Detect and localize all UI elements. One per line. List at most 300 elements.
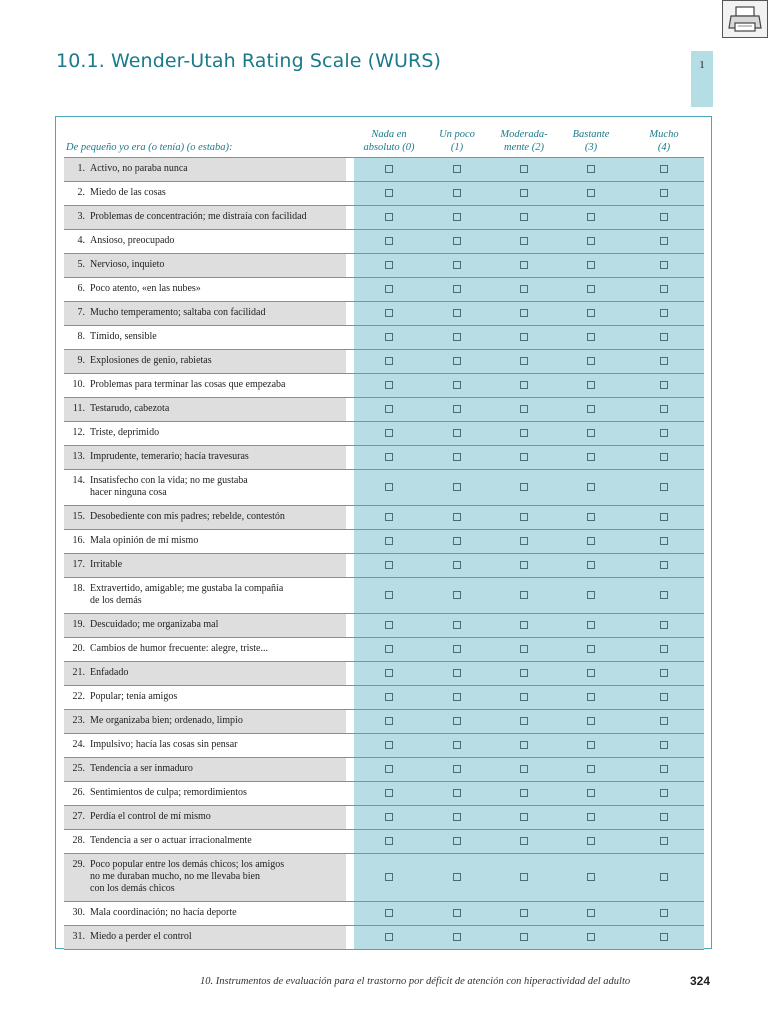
option-cell	[354, 325, 424, 349]
item-text: Ansioso, preocupado	[90, 235, 175, 246]
rating-checkbox[interactable]	[520, 537, 528, 545]
item-number: 21.	[72, 667, 85, 678]
rating-checkbox[interactable]	[587, 405, 595, 413]
option-cell	[490, 805, 558, 829]
rating-checkbox[interactable]	[385, 789, 393, 797]
rating-checkbox[interactable]	[660, 741, 668, 749]
rating-checkbox[interactable]	[587, 165, 595, 173]
rating-checkbox[interactable]	[385, 873, 393, 881]
option-cell	[354, 613, 424, 637]
rating-checkbox[interactable]	[453, 765, 461, 773]
item-cell	[64, 469, 346, 505]
option-cell	[424, 805, 490, 829]
option-cell	[624, 757, 704, 781]
option-cell	[354, 277, 424, 301]
option-cell	[490, 901, 558, 925]
rating-checkbox[interactable]	[453, 693, 461, 701]
item-number: 17.	[72, 559, 85, 570]
item-text: Perdía el control de mí mismo	[90, 811, 211, 822]
option-cell	[624, 805, 704, 829]
rating-checkbox[interactable]	[587, 765, 595, 773]
item-number: 20.	[72, 643, 85, 654]
rating-checkbox[interactable]	[385, 645, 393, 653]
option-cell	[354, 685, 424, 709]
rating-checkbox[interactable]	[660, 237, 668, 245]
row-gap	[346, 661, 354, 685]
rating-checkbox[interactable]	[385, 669, 393, 677]
rating-checkbox[interactable]	[587, 561, 595, 569]
option-cell	[354, 829, 424, 853]
rating-checkbox[interactable]	[520, 909, 528, 917]
option-cell	[354, 925, 424, 949]
rating-checkbox[interactable]	[587, 813, 595, 821]
rating-checkbox[interactable]	[520, 873, 528, 881]
rating-checkbox[interactable]	[453, 309, 461, 317]
rating-checkbox[interactable]	[453, 909, 461, 917]
row-gap	[346, 505, 354, 529]
rating-checkbox[interactable]	[587, 513, 595, 521]
option-cell	[490, 373, 558, 397]
option-cell	[624, 301, 704, 325]
table-row	[64, 757, 704, 781]
table-row	[64, 661, 704, 685]
option-cell	[490, 469, 558, 505]
rating-checkbox[interactable]	[660, 561, 668, 569]
rating-checkbox[interactable]	[660, 873, 668, 881]
option-cell	[558, 853, 624, 901]
rating-checkbox[interactable]	[660, 381, 668, 389]
rating-checkbox[interactable]	[587, 261, 595, 269]
option-cell	[624, 901, 704, 925]
row-gap	[346, 553, 354, 577]
rating-checkbox[interactable]	[587, 381, 595, 389]
rating-checkbox[interactable]	[520, 837, 528, 845]
rating-scale-table	[64, 123, 704, 950]
item-number: 4.	[77, 235, 85, 246]
option-cell	[424, 925, 490, 949]
rating-checkbox[interactable]	[520, 189, 528, 197]
rating-checkbox[interactable]	[587, 189, 595, 197]
rating-checkbox[interactable]	[660, 189, 668, 197]
option-cell	[490, 277, 558, 301]
option-cell	[490, 853, 558, 901]
option-cell	[624, 205, 704, 229]
option-cell	[624, 853, 704, 901]
option-cell	[558, 373, 624, 397]
rating-checkbox[interactable]	[660, 591, 668, 599]
option-cell	[424, 469, 490, 505]
rating-checkbox[interactable]	[385, 309, 393, 317]
item-cell	[64, 373, 346, 397]
rating-checkbox[interactable]	[453, 837, 461, 845]
rating-checkbox[interactable]	[453, 429, 461, 437]
table-row	[64, 829, 704, 853]
item-cell	[64, 397, 346, 421]
rating-checkbox[interactable]	[660, 537, 668, 545]
rating-checkbox[interactable]	[660, 789, 668, 797]
rating-checkbox[interactable]	[385, 357, 393, 365]
rating-checkbox[interactable]	[660, 357, 668, 365]
rating-checkbox[interactable]	[385, 591, 393, 599]
item-cell	[64, 181, 346, 205]
rating-checkbox[interactable]	[587, 237, 595, 245]
rating-checkbox[interactable]	[520, 717, 528, 725]
rating-checkbox[interactable]	[453, 741, 461, 749]
option-cell	[490, 157, 558, 181]
rating-checkbox[interactable]	[660, 933, 668, 941]
rating-checkbox[interactable]	[385, 285, 393, 293]
item-cell	[64, 829, 346, 853]
rating-checkbox[interactable]	[660, 513, 668, 521]
item-text: Miedo a perder el control	[90, 931, 192, 942]
rating-checkbox[interactable]	[453, 285, 461, 293]
rating-checkbox[interactable]	[587, 621, 595, 629]
rating-checkbox[interactable]	[453, 933, 461, 941]
rating-checkbox[interactable]	[520, 693, 528, 701]
rating-checkbox[interactable]	[453, 717, 461, 725]
option-cell	[558, 829, 624, 853]
rating-checkbox[interactable]	[385, 429, 393, 437]
rating-checkbox[interactable]	[520, 261, 528, 269]
rating-checkbox[interactable]	[587, 717, 595, 725]
rating-checkbox[interactable]	[453, 645, 461, 653]
rating-checkbox[interactable]	[385, 561, 393, 569]
rating-checkbox[interactable]	[453, 621, 461, 629]
item-number: 7.	[77, 307, 85, 318]
option-cell	[424, 505, 490, 529]
rating-checkbox[interactable]	[520, 765, 528, 773]
option-cell	[354, 637, 424, 661]
item-text: Problemas de concentración; me distraía con facilidad	[90, 211, 307, 222]
table-row	[64, 205, 704, 229]
rating-checkbox[interactable]	[520, 453, 528, 461]
option-cell	[624, 781, 704, 805]
row-gap	[346, 781, 354, 805]
option-cell	[354, 901, 424, 925]
rating-checkbox[interactable]	[660, 405, 668, 413]
rating-checkbox[interactable]	[453, 333, 461, 341]
rating-checkbox[interactable]	[453, 537, 461, 545]
rating-checkbox[interactable]	[660, 429, 668, 437]
item-cell	[64, 901, 346, 925]
rating-checkbox[interactable]	[660, 213, 668, 221]
option-cell	[490, 397, 558, 421]
option-cell	[558, 181, 624, 205]
table-row	[64, 685, 704, 709]
rating-checkbox[interactable]	[453, 357, 461, 365]
rating-checkbox[interactable]	[520, 513, 528, 521]
option-label: Mucho (4)	[649, 128, 679, 153]
item-text: Insatisfecho con la vida; no me gustaba hacer ninguna cosa	[90, 475, 248, 498]
option-cell	[424, 277, 490, 301]
option-cell	[558, 661, 624, 685]
rating-checkbox[interactable]	[385, 261, 393, 269]
option-cell	[490, 577, 558, 613]
rating-checkbox[interactable]	[520, 237, 528, 245]
header-gap	[346, 123, 354, 157]
option-cell	[490, 925, 558, 949]
table-row	[64, 925, 704, 949]
rating-checkbox[interactable]	[520, 813, 528, 821]
rating-checkbox[interactable]	[520, 561, 528, 569]
rating-checkbox[interactable]	[453, 873, 461, 881]
rating-checkbox[interactable]	[587, 213, 595, 221]
rating-checkbox[interactable]	[453, 213, 461, 221]
rating-checkbox[interactable]	[453, 261, 461, 269]
item-number: 19.	[72, 619, 85, 630]
rating-checkbox[interactable]	[453, 453, 461, 461]
item-cell	[64, 661, 346, 685]
rating-checkbox[interactable]	[453, 381, 461, 389]
rating-checkbox[interactable]	[587, 591, 595, 599]
row-gap	[346, 613, 354, 637]
rating-checkbox[interactable]	[520, 669, 528, 677]
rating-checkbox[interactable]	[660, 717, 668, 725]
option-cell	[558, 613, 624, 637]
rating-checkbox[interactable]	[520, 591, 528, 599]
rating-checkbox[interactable]	[587, 873, 595, 881]
option-cell	[354, 781, 424, 805]
item-number: 13.	[72, 451, 85, 462]
item-text: Mala opinión de mí mismo	[90, 535, 199, 546]
rating-checkbox[interactable]	[520, 789, 528, 797]
option-cell	[354, 469, 424, 505]
rating-checkbox[interactable]	[385, 621, 393, 629]
rating-checkbox[interactable]	[385, 483, 393, 491]
rating-checkbox[interactable]	[660, 453, 668, 461]
option-cell	[424, 613, 490, 637]
scale-header-row	[64, 123, 704, 157]
item-text: Tendencia a ser inmaduro	[90, 763, 193, 774]
rating-checkbox[interactable]	[385, 537, 393, 545]
rating-checkbox[interactable]	[520, 213, 528, 221]
rating-checkbox[interactable]	[385, 453, 393, 461]
table-row	[64, 253, 704, 277]
option-cell	[354, 205, 424, 229]
option-cell	[624, 685, 704, 709]
option-cell	[490, 685, 558, 709]
rating-checkbox[interactable]	[453, 669, 461, 677]
option-cell	[558, 577, 624, 613]
rating-checkbox[interactable]	[453, 561, 461, 569]
rating-checkbox[interactable]	[385, 381, 393, 389]
option-cell	[424, 661, 490, 685]
table-row	[64, 469, 704, 505]
rating-checkbox[interactable]	[520, 621, 528, 629]
option-cell	[490, 253, 558, 277]
rating-checkbox[interactable]	[385, 513, 393, 521]
row-gap	[346, 229, 354, 253]
option-cell	[558, 637, 624, 661]
rating-checkbox[interactable]	[660, 813, 668, 821]
rating-checkbox[interactable]	[520, 309, 528, 317]
option-cell	[354, 421, 424, 445]
rating-checkbox[interactable]	[660, 333, 668, 341]
rating-checkbox[interactable]	[385, 933, 393, 941]
option-cell	[624, 529, 704, 553]
page-title: 10.1. Wender-Utah Rating Scale (WURS)	[56, 50, 442, 72]
rating-checkbox[interactable]	[587, 537, 595, 545]
rating-checkbox[interactable]	[385, 765, 393, 773]
option-cell	[558, 229, 624, 253]
rating-checkbox[interactable]	[385, 909, 393, 917]
rating-checkbox[interactable]	[385, 405, 393, 413]
rating-checkbox[interactable]	[660, 165, 668, 173]
option-cell	[624, 445, 704, 469]
option-cell	[490, 661, 558, 685]
rating-scale-frame	[55, 116, 712, 949]
rating-checkbox[interactable]	[587, 429, 595, 437]
option-cell	[624, 277, 704, 301]
rating-checkbox[interactable]	[520, 741, 528, 749]
item-cell	[64, 781, 346, 805]
rating-checkbox[interactable]	[587, 333, 595, 341]
option-cell	[490, 229, 558, 253]
rating-checkbox[interactable]	[385, 237, 393, 245]
rating-checkbox[interactable]	[385, 717, 393, 725]
option-cell	[490, 553, 558, 577]
rating-checkbox[interactable]	[660, 909, 668, 917]
item-cell	[64, 733, 346, 757]
row-gap	[346, 577, 354, 613]
rating-checkbox[interactable]	[587, 789, 595, 797]
rating-checkbox[interactable]	[587, 909, 595, 917]
item-cell	[64, 613, 346, 637]
page-tab: 1	[691, 51, 713, 107]
row-gap	[346, 181, 354, 205]
option-cell	[424, 577, 490, 613]
option-cell	[490, 505, 558, 529]
option-cell	[490, 613, 558, 637]
rating-checkbox[interactable]	[385, 333, 393, 341]
option-cell	[424, 829, 490, 853]
item-number: 1.	[77, 163, 85, 174]
rating-checkbox[interactable]	[453, 165, 461, 173]
row-gap	[346, 709, 354, 733]
row-gap	[346, 529, 354, 553]
item-text: Impulsivo; hacía las cosas sin pensar	[90, 739, 238, 750]
rating-checkbox[interactable]	[385, 741, 393, 749]
item-cell	[64, 637, 346, 661]
rating-checkbox[interactable]	[520, 483, 528, 491]
option-cell	[354, 529, 424, 553]
rating-checkbox[interactable]	[660, 309, 668, 317]
item-cell	[64, 445, 346, 469]
rating-checkbox[interactable]	[385, 693, 393, 701]
rating-checkbox[interactable]	[660, 621, 668, 629]
rating-checkbox[interactable]	[453, 237, 461, 245]
rating-checkbox[interactable]	[520, 405, 528, 413]
option-cell	[624, 505, 704, 529]
rating-checkbox[interactable]	[660, 669, 668, 677]
scale-body	[64, 157, 704, 949]
option-cell	[558, 685, 624, 709]
rating-checkbox[interactable]	[520, 933, 528, 941]
rating-checkbox[interactable]	[587, 285, 595, 293]
option-cell	[490, 637, 558, 661]
row-gap	[346, 757, 354, 781]
item-text: Activo, no paraba nunca	[90, 163, 188, 174]
option-header-2	[490, 123, 558, 157]
rating-checkbox[interactable]	[660, 837, 668, 845]
item-cell	[64, 805, 346, 829]
option-header-4	[624, 123, 704, 157]
option-cell	[354, 397, 424, 421]
item-number: 23.	[72, 715, 85, 726]
item-text: Cambios de humor frecuente: alegre, triste...	[90, 643, 268, 654]
rating-checkbox[interactable]	[385, 189, 393, 197]
rating-checkbox[interactable]	[660, 645, 668, 653]
rating-checkbox[interactable]	[453, 513, 461, 521]
option-cell	[490, 421, 558, 445]
rating-checkbox[interactable]	[520, 357, 528, 365]
rating-checkbox[interactable]	[660, 693, 668, 701]
rating-checkbox[interactable]	[587, 693, 595, 701]
option-cell	[424, 901, 490, 925]
rating-checkbox[interactable]	[660, 765, 668, 773]
option-cell	[558, 397, 624, 421]
rating-checkbox[interactable]	[453, 405, 461, 413]
rating-checkbox[interactable]	[587, 741, 595, 749]
rating-checkbox[interactable]	[385, 813, 393, 821]
rating-checkbox[interactable]	[453, 813, 461, 821]
option-cell	[558, 205, 624, 229]
table-row	[64, 781, 704, 805]
option-cell	[354, 805, 424, 829]
item-number: 16.	[72, 535, 85, 546]
rating-checkbox[interactable]	[520, 165, 528, 173]
rating-checkbox[interactable]	[453, 189, 461, 197]
rating-checkbox[interactable]	[587, 357, 595, 365]
rating-checkbox[interactable]	[520, 645, 528, 653]
rating-checkbox[interactable]	[453, 591, 461, 599]
rating-checkbox[interactable]	[453, 789, 461, 797]
option-cell	[424, 553, 490, 577]
rating-checkbox[interactable]	[660, 261, 668, 269]
rating-checkbox[interactable]	[660, 483, 668, 491]
option-cell	[558, 445, 624, 469]
item-text: Miedo de las cosas	[90, 187, 166, 198]
rating-checkbox[interactable]	[385, 837, 393, 845]
rating-checkbox[interactable]	[587, 837, 595, 845]
rating-checkbox[interactable]	[385, 213, 393, 221]
rating-checkbox[interactable]	[520, 285, 528, 293]
rating-checkbox[interactable]	[587, 669, 595, 677]
rating-checkbox[interactable]	[520, 333, 528, 341]
rating-checkbox[interactable]	[587, 933, 595, 941]
option-cell	[424, 685, 490, 709]
option-cell	[354, 853, 424, 901]
row-gap	[346, 469, 354, 505]
option-cell	[424, 637, 490, 661]
rating-checkbox[interactable]	[587, 645, 595, 653]
rating-checkbox[interactable]	[385, 165, 393, 173]
rating-checkbox[interactable]	[520, 381, 528, 389]
table-row	[64, 445, 704, 469]
rating-checkbox[interactable]	[520, 429, 528, 437]
row-gap	[346, 445, 354, 469]
print-button[interactable]	[722, 0, 768, 38]
option-header-3	[558, 123, 624, 157]
option-cell	[624, 637, 704, 661]
rating-checkbox[interactable]	[587, 483, 595, 491]
rating-checkbox[interactable]	[660, 285, 668, 293]
rating-checkbox[interactable]	[587, 309, 595, 317]
row-gap	[346, 325, 354, 349]
rating-checkbox[interactable]	[587, 453, 595, 461]
item-number: 14.	[72, 475, 85, 486]
rating-checkbox[interactable]	[453, 483, 461, 491]
